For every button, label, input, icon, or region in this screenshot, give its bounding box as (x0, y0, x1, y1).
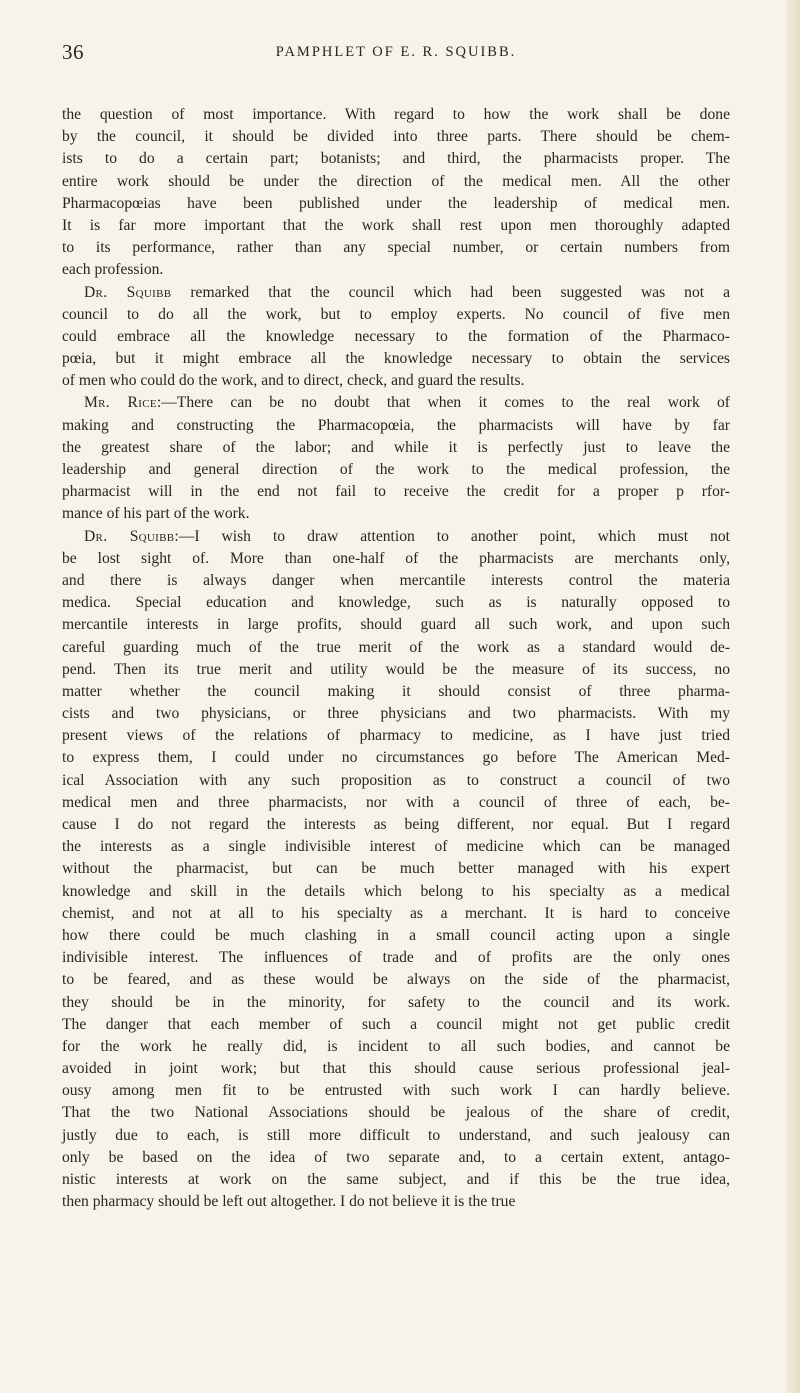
paragraph-first-line (62, 392, 730, 414)
text-line: then pharmacy should be left out altogether. I do not believe it is the true (62, 1193, 516, 1211)
text-line: of men who could do the work, and to direct, check, and guard the results. (62, 372, 525, 390)
text-line: ical Association with any such proposition as to construct a council of two (62, 771, 730, 789)
speaker-name: Dr. Squibb (84, 527, 175, 545)
text-line: to its performance, rather than any special number, or certain numbers from (62, 239, 730, 257)
text-line: That the two National Associations should be jealous of the share of credit, (62, 1104, 730, 1122)
speaker-name: Mr. Rice (84, 394, 157, 412)
text-line: only be based on the idea of two separate and, to a certain extent, antago- (62, 1148, 730, 1166)
text-line: Pharmacopœias have been published under the leadership of medical men. (62, 194, 730, 212)
page-edge-shadow (786, 0, 800, 1393)
text-line: present views of the relations of pharmacy to medicine, as I have just tried (62, 727, 730, 745)
text-line: pend. Then its true merit and utility would be the measure of its success, no (62, 660, 730, 678)
text-line: cause I do not regard the interests as being different, nor equal. But I regard (62, 816, 730, 833)
text-line: the question of most importance. With regard to how the work shall be done (62, 106, 730, 123)
text-line: to express them, I could under no circumstances go before The American Med- (62, 749, 730, 767)
paragraph-first-line (62, 282, 730, 304)
speaker-lead-text: remarked that the council which had been suggested was not a (171, 283, 730, 301)
text-line: careful guarding much of the true merit of the work as a standard would de- (62, 638, 730, 656)
text-line: ousy among men fit to be entrusted with such work I can hardly believe. (62, 1082, 730, 1100)
text-line: pharmacist will in the end not fail to receive the credit for a proper p rfor- (62, 483, 730, 501)
text-line: council to do all the work, but to employ experts. No council of five men (62, 305, 730, 323)
text-line: cists and two physicians, or three physicians and two pharmacists. With my (62, 705, 730, 723)
text-line: matter whether the council making it should consist of three pharma- (62, 682, 730, 700)
paragraph-first-line (62, 526, 730, 548)
text-line: knowledge and skill in the details which belong to his specialty as a medical (62, 882, 730, 900)
text-line: for the work he really did, is incident to all such bodies, and cannot be (62, 1037, 730, 1055)
speaker-name: Dr. Squibb (84, 283, 172, 301)
text-line: mercantile interests in large profits, should guard all such work, and upon such (62, 616, 730, 634)
text-line: chemist, and not at all to his specialty as a merchant. It is hard to conceive (62, 904, 730, 922)
text-line: be lost sight of. More than one-half of the pharmacists are merchants only, (62, 549, 730, 567)
text-line: without the pharmacist, but can be much better managed with his expert (62, 860, 730, 878)
text-line: and there is always danger when mercantile interests control the materia (62, 571, 730, 589)
text-line: each profession. (62, 261, 164, 279)
text-line: indivisible interest. The influences of trade and of profits are the only ones (62, 949, 730, 967)
text-line: making and constructing the Pharmacopœia, the pharmacists will have by far (62, 416, 730, 434)
page-header (62, 40, 730, 66)
paragraph (62, 526, 730, 1214)
speaker-lead-text: :—I wish to draw attention to another point, which must not (174, 527, 730, 545)
text-line: entire work should be under the direction of the medical men. All the other (62, 172, 730, 190)
text-line: leadership and general direction of the work to the medical profession, the (62, 461, 730, 478)
paragraph (62, 104, 730, 282)
text-line: avoided in joint work; but that this should cause serious professional jeal- (62, 1060, 730, 1078)
text-line: justly due to each, is still more difficult to understand, and such jealousy can (62, 1126, 730, 1144)
text-line: by the council, it should be divided into three parts. There should be chem- (62, 128, 730, 146)
text-line: ists to do a certain part; botanists; and third, the pharmacists proper. The (62, 150, 730, 168)
text-line: medica. Special education and knowledge, such as is naturally opposed to (62, 594, 730, 612)
text-line: the interests as a single indivisible interest of medicine which can be managed (62, 838, 730, 856)
text-line: pœia, but it might embrace all the knowledge necessary to obtain the services (62, 350, 730, 368)
text-line: It is far more important that the work shall rest upon men thoroughly adapted (62, 216, 730, 234)
running-head: PAMPHLET OF E. R. SQUIBB. (275, 44, 517, 60)
speaker-lead-text: :—There can be no doubt that when it comes to the real work of (156, 394, 730, 412)
text-line: medical men and three pharmacists, nor with a council of three of each, be- (62, 793, 730, 811)
text-line: the greatest share of the labor; and while it is perfectly just to leave the (62, 438, 730, 456)
page-number: 36 (62, 40, 84, 64)
paragraph (62, 392, 730, 525)
paragraph (62, 282, 730, 393)
text-line: could embrace all the knowledge necessary to the formation of the Pharmaco- (62, 327, 730, 345)
body-text (62, 104, 730, 1213)
text-line: mance of his part of the work. (62, 505, 250, 523)
text-line: they should be in the minority, for safety to the council and its work. (62, 993, 730, 1011)
text-line: The danger that each member of such a council might not get public credit (62, 1015, 730, 1033)
text-line: to be feared, and as these would be always on the side of the pharmacist, (62, 971, 730, 989)
text-line: nistic interests at work on the same subject, and if this be the true idea, (62, 1171, 730, 1188)
text-line: how there could be much clashing in a small council acting upon a single (62, 926, 730, 944)
